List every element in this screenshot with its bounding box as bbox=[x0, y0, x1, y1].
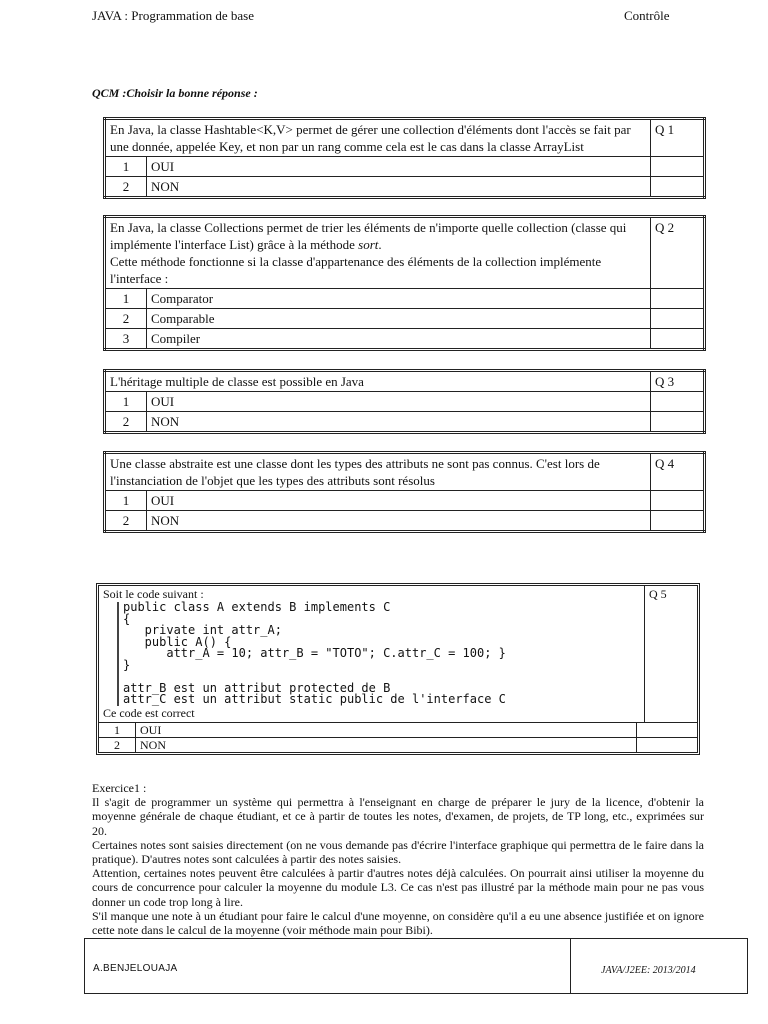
question-5-statement: Ce code est correct bbox=[103, 705, 195, 720]
answer-cell[interactable] bbox=[651, 177, 705, 198]
option-row[interactable] bbox=[105, 157, 705, 177]
option-text: Comparable bbox=[147, 309, 651, 329]
question-4-label: Q 4 bbox=[651, 453, 705, 491]
option-row[interactable] bbox=[105, 511, 705, 532]
option-text: NON bbox=[147, 511, 651, 532]
exercise-title: Exercice1 : bbox=[92, 781, 147, 795]
option-row[interactable] bbox=[105, 329, 705, 350]
header-right: Contrôle bbox=[624, 8, 670, 23]
exercise-paragraph: Attention, certaines notes peuvent être calculées à partir d'autres notes déjà calculées. On pourrait ainsi utiliser la moyenne du cours de concurrence pour calculer la moyenne du module L3. Ce cas n'est pas illustré par la méthode main pour ne pas vous donner un code trop long à lire. bbox=[92, 866, 704, 909]
option-number: 2 bbox=[105, 412, 147, 433]
question-4-table bbox=[103, 451, 706, 533]
question-5-intro: Soit le code suivant : bbox=[103, 587, 204, 601]
question-1-label: Q 1 bbox=[651, 119, 705, 157]
answer-cell[interactable] bbox=[651, 309, 705, 329]
question-3-table bbox=[103, 369, 706, 434]
question-5-box bbox=[96, 583, 700, 755]
page-footer bbox=[84, 938, 748, 994]
option-text: OUI bbox=[147, 157, 651, 177]
option-row[interactable] bbox=[99, 723, 697, 737]
answer-cell[interactable] bbox=[637, 723, 697, 737]
answer-cell[interactable] bbox=[651, 329, 705, 350]
option-number: 2 bbox=[105, 309, 147, 329]
option-number: 2 bbox=[105, 511, 147, 532]
question-2-text bbox=[105, 217, 651, 289]
answer-cell[interactable] bbox=[651, 491, 705, 511]
exercise-paragraph: Certaines notes sont saisies directement (on ne vous demande pas d'écrire l'interface graphique qui permettra de le faire dans la pratique). D'autres notes sont calculées à partir des notes saisies. bbox=[92, 837, 704, 867]
option-row[interactable] bbox=[105, 392, 705, 412]
option-text: Compiler bbox=[147, 329, 651, 350]
option-row[interactable] bbox=[99, 737, 697, 752]
footer-course: JAVA/J2EE: 2013/2014 bbox=[601, 965, 696, 976]
question-3-label: Q 3 bbox=[651, 371, 705, 392]
option-number: 1 bbox=[99, 723, 136, 737]
option-number: 1 bbox=[105, 289, 147, 309]
answer-cell[interactable] bbox=[651, 392, 705, 412]
option-number: 1 bbox=[105, 157, 147, 177]
option-row[interactable] bbox=[105, 289, 705, 309]
question-3-text: L'héritage multiple de classe est possible en Java bbox=[105, 371, 651, 392]
qcm-title: QCM :Choisir la bonne réponse : bbox=[92, 86, 258, 100]
option-row[interactable] bbox=[105, 491, 705, 511]
option-text: Comparator bbox=[147, 289, 651, 309]
option-text: NON bbox=[147, 412, 651, 433]
option-text: OUI bbox=[147, 392, 651, 412]
exercise-paragraph: S'il manque une note à un étudiant pour faire le calcul d'une moyenne, on considère qu'il a eu une absence justifiée et on ignore cette note dans le calcul de la moyenne (voir méthode main pour Bibi). bbox=[92, 908, 704, 938]
option-row[interactable] bbox=[105, 412, 705, 433]
option-text: NON bbox=[136, 738, 637, 752]
answer-cell[interactable] bbox=[651, 511, 705, 532]
option-text: OUI bbox=[136, 723, 637, 737]
question-2-text-b: . bbox=[378, 237, 382, 252]
option-row[interactable] bbox=[105, 309, 705, 329]
code-snippet: public class A extends B implements C { private int attr_A; public A() { attr_A = 10; attr_B = "TOTO"; C.attr_C = 100; } } attr_B est un attribut protected de B attr_C est un attribut static public de l'interface C bbox=[117, 602, 640, 706]
question-2-text-c: Cette méthode fonctionne si la classe d'appartenance des éléments de la collection implémente l'interface : bbox=[110, 254, 602, 286]
option-text: OUI bbox=[147, 491, 651, 511]
question-1-text: En Java, la classe Hashtable<K,V> permet de gérer une collection d'éléments dont l'accès se fait par une donnée, appelée Key, et non par un rang comme cela est le cas dans la classe ArrayList bbox=[105, 119, 651, 157]
answer-cell[interactable] bbox=[651, 157, 705, 177]
question-1-table bbox=[103, 117, 706, 199]
answer-cell[interactable] bbox=[651, 289, 705, 309]
answer-cell[interactable] bbox=[637, 738, 697, 752]
footer-author: A.BENJELOUAJA bbox=[85, 939, 571, 993]
exercise-paragraph: Il s'agit de programmer un système qui permettra à l'enseignant en charge de préparer le jury de la licence, d'obtenir la moyenne générale de chaque étudiant, et ce à partir de toutes les notes, d'examen, de projets, de TP long, etc., exprimées sur 20. bbox=[92, 795, 704, 838]
option-text: NON bbox=[147, 177, 651, 198]
question-2-table bbox=[103, 215, 706, 351]
option-row[interactable] bbox=[105, 177, 705, 198]
question-2-label: Q 2 bbox=[651, 217, 705, 289]
option-number: 2 bbox=[99, 738, 136, 752]
method-name: sort bbox=[358, 237, 379, 252]
question-4-text: Une classe abstraite est une classe dont les types des attributs ne sont pas connus. C'est lors de l'instanciation de l'objet que les types des attributs sont résolus bbox=[105, 453, 651, 491]
option-number: 2 bbox=[105, 177, 147, 198]
exercise-section bbox=[92, 781, 704, 937]
option-number: 1 bbox=[105, 392, 147, 412]
answer-cell[interactable] bbox=[651, 412, 705, 433]
question-5-label: Q 5 bbox=[649, 587, 667, 601]
header-left: JAVA : Programmation de base bbox=[92, 8, 255, 23]
question-2-text-a: En Java, la classe Collections permet de trier les éléments de n'importe quelle collection (classe qui implémente l'interface List) grâce à la méthode bbox=[110, 220, 627, 252]
option-number: 1 bbox=[105, 491, 147, 511]
option-number: 3 bbox=[105, 329, 147, 350]
